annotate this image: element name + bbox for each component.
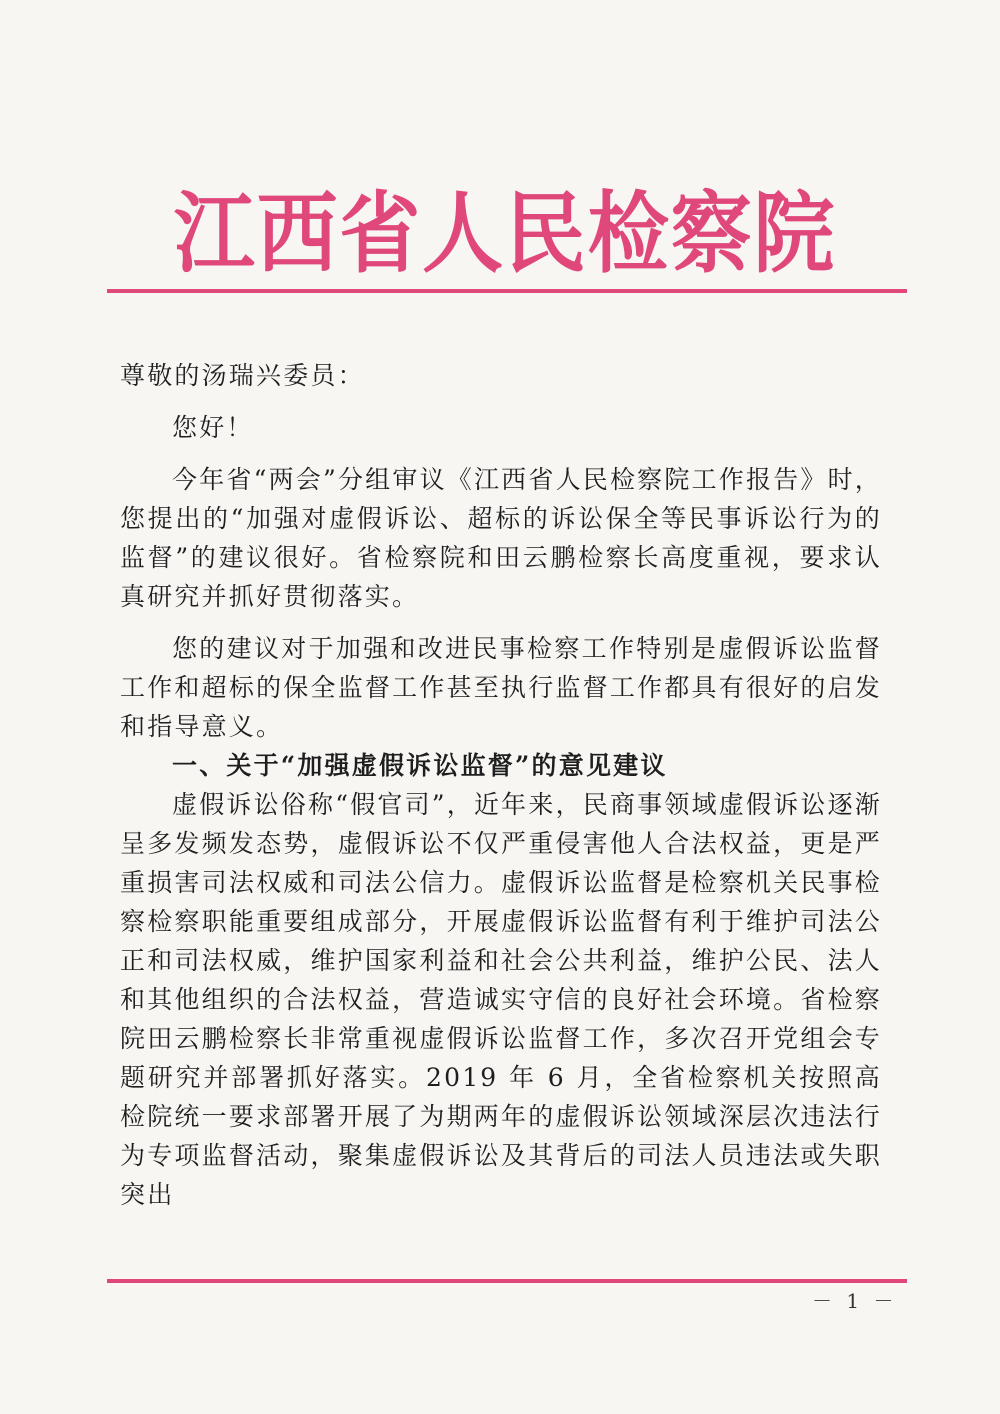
footer-red-rule [107,1279,907,1283]
letterhead-title: 江西省人民检察院 [173,181,837,285]
page-number: － 1 － [812,1289,898,1313]
greeting: 您好！ [172,413,254,442]
letter-body [120,356,882,1214]
paragraph-3: 虚假诉讼俗称“假官司”，近年来，民商事领域虚假诉讼逐渐呈多发频发态势，虚假诉讼不仅严重侵害他人合法权益，更是严重损害司法权威和司法公信力。虚假诉讼监督是检察机关民事检察检察职能重要组成部分，开展虚假诉讼监督有利于维护司法公正和司法权威，维护国家利益和社会公共利益，维护公民、法人和其他组织的合法权益，营造诚实守信的良好社会环境。省检察院田云鹏检察长非常重视虚假诉讼监督工作，多次召开党组会专题研究并部署抓好落实。2019 年 6 月，全省检察机关按照高检院统一要求部署开展了为期两年的虚假诉讼领域深层次违法行为专项监督活动，聚集虚假诉讼及其背后的司法人员违法或失职突出 [120,790,882,1209]
paragraph-2: 您的建议对于加强和改进民事检察工作特别是虚假诉讼监督工作和超标的保全监督工作甚至执行监督工作都具有很好的启发和指导意义。 [120,634,882,741]
letterhead-red-rule [107,289,907,293]
salutation: 尊敬的汤瑞兴委员： [120,361,365,390]
section-1-heading: 一、关于“加强虚假诉讼监督”的意见建议 [172,751,668,780]
paragraph-1: 今年省“两会”分组审议《江西省人民检察院工作报告》时，您提出的“加强对虚假诉讼、超标的诉讼保全等民事诉讼行为的监督”的建议很好。省检察院和田云鹏检察长高度重视，要求认真研究并抓好贯彻落实。 [120,465,882,611]
